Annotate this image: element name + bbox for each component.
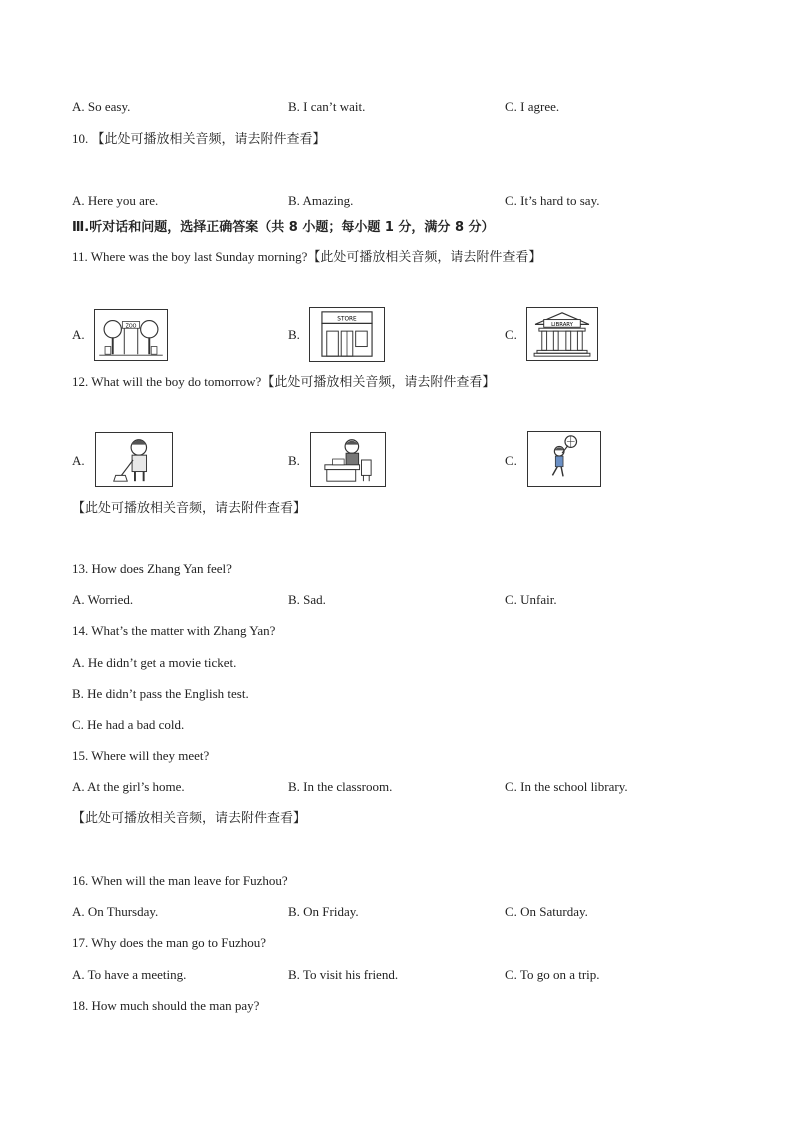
- q10-option-a: A. Here you are.: [72, 193, 159, 208]
- q15-stem: 15. Where will they meet?: [72, 748, 210, 763]
- library-picture: [526, 307, 598, 361]
- q16-stem: 16. When will the man leave for Fuzhou?: [72, 873, 288, 888]
- q11-option-a-label: A.: [72, 327, 85, 342]
- q16-option-c: C. On Saturday.: [505, 904, 588, 919]
- q17-option-c: C. To go on a trip.: [505, 967, 600, 982]
- q15-option-b: B. In the classroom.: [288, 779, 393, 794]
- q12-option-a-label: A.: [72, 453, 85, 468]
- homework-boy-picture: [310, 432, 386, 487]
- q9-option-c: C. I agree.: [505, 99, 560, 114]
- q11-option-b-label: B.: [288, 327, 300, 342]
- q11-stem: 11. Where was the boy last Sunday morning?【此处可播放相关音频，请去附件查看】: [72, 249, 542, 264]
- q10-option-b: B. Amazing.: [288, 193, 354, 208]
- q13-option-c: C. Unfair.: [505, 592, 557, 607]
- q11-option-c-label: C.: [505, 327, 517, 342]
- q14-stem: 14. What’s the matter with Zhang Yan?: [72, 623, 276, 638]
- q17-stem: 17. Why does the man go to Fuzhou?: [72, 935, 267, 950]
- q10-stem: 10. 【此处可播放相关音频，请去附件查看】: [72, 131, 326, 146]
- q16-option-a: A. On Thursday.: [72, 904, 159, 919]
- store-picture: [309, 307, 385, 362]
- q12-stem: 12. What will the boy do tomorrow?【此处可播放相关音频，请去附件查看】: [72, 374, 496, 389]
- q9-option-b: B. I can’t wait.: [288, 99, 366, 114]
- q13-option-b: B. Sad.: [288, 592, 326, 607]
- q17-option-b: B. To visit his friend.: [288, 967, 399, 982]
- q9-option-a: A. So easy.: [72, 99, 131, 114]
- q13-stem: 13. How does Zhang Yan feel?: [72, 561, 232, 576]
- q16-option-b: B. On Friday.: [288, 904, 359, 919]
- q17-option-a: A. To have a meeting.: [72, 967, 187, 982]
- store-sign-label: STORE: [337, 316, 357, 323]
- audio-note: 【此处可播放相关音频，请去附件查看】: [72, 500, 307, 515]
- basketball-boy-picture: [527, 431, 601, 487]
- q14-option-b: B. He didn’t pass the English test.: [72, 686, 249, 701]
- q14-option-a: A. He didn’t get a movie ticket.: [72, 655, 237, 670]
- q10-option-c: C. It’s hard to say.: [505, 193, 600, 208]
- q14-option-c: C. He had a bad cold.: [72, 717, 185, 732]
- audio-note: 【此处可播放相关音频，请去附件查看】: [72, 810, 307, 825]
- library-sign-label: LIBRARY: [551, 321, 573, 328]
- sweeping-boy-picture: [95, 432, 173, 487]
- q15-option-a: A. At the girl’s home.: [72, 779, 185, 794]
- q15-option-c: C. In the school library.: [505, 779, 628, 794]
- q12-option-b-label: B.: [288, 453, 300, 468]
- zoo-sign-label: ZOO: [125, 324, 137, 330]
- section-3-title: Ⅲ.听对话和问题，选择正确答案（共 8 小题；每小题 1 分，满分 8 分）: [72, 220, 495, 235]
- q13-option-a: A. Worried.: [72, 592, 134, 607]
- q12-option-c-label: C.: [505, 453, 517, 468]
- zoo-picture: [94, 309, 168, 361]
- q18-stem: 18. How much should the man pay?: [72, 998, 260, 1013]
